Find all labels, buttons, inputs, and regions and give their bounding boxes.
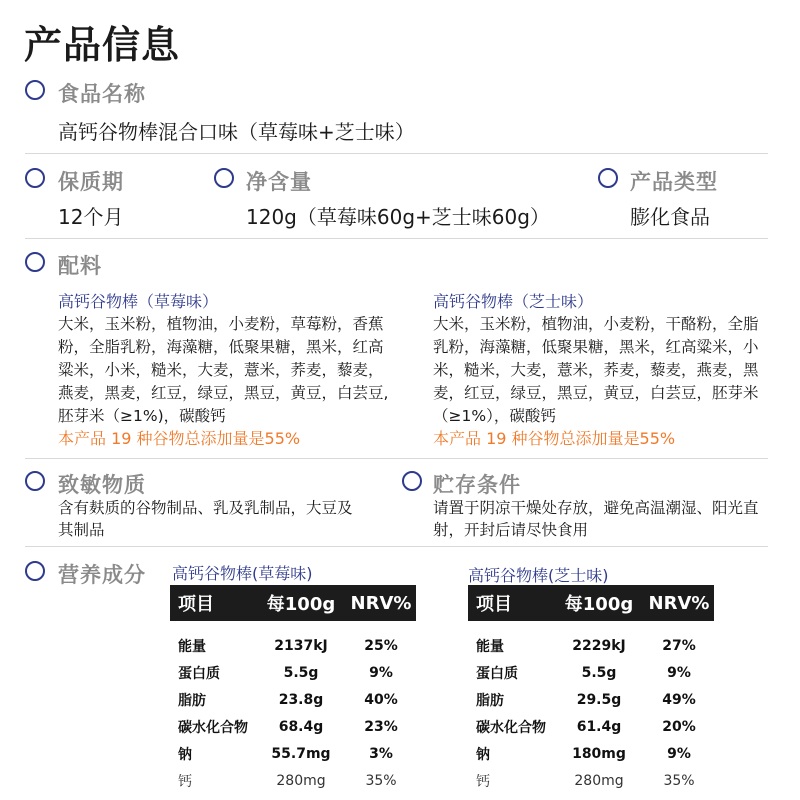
table-row [170,686,416,713]
table-cell: 35% [663,772,695,789]
allergens-label: 致敏物质 [58,473,146,497]
circle-bullet-icon [25,80,45,100]
food-name-value: 高钙谷物棒混合口味（草莓味+芝士味） [58,120,415,144]
column-header: 每100g [564,594,634,615]
circle-bullet-icon [25,168,45,188]
table-cell: 9% [667,745,691,762]
storage-label: 贮存条件 [433,473,521,497]
table-cell: 钠 [178,746,192,763]
product-type-label: 产品类型 [630,170,718,194]
table-cell: 68.4g [278,718,324,735]
table-cell: 9% [369,664,393,681]
table-cell: 钙 [476,773,490,790]
nutrition-table-title-strawberry: 高钙谷物棒(草莓味) [172,564,313,583]
cheese-ingredients-text: 大米，玉米粉，植物油，小麦粉，干酪粉，全脂乳粉，海藻糖，低聚果糖，黑米，红高粱米，小米，糙米，大麦，薏米，荞麦，藜麦，燕麦，黑麦，红豆，绿豆，黑豆，黄豆，白芸豆，胚芽米（≥1%），碳酸钙 [433,315,759,425]
table-cell: 40% [364,691,398,708]
table-cell: 碳水化合物 [178,719,248,736]
table-cell: 5.5g [283,664,319,681]
nutrition-table-title-cheese: 高钙谷物棒(芝士味) [468,566,609,585]
product-type-value: 膨化食品 [630,205,710,229]
table-row [468,713,714,740]
column-header: 每100g [266,594,336,615]
table-cell: 能量 [476,638,504,655]
table-cell: 3% [369,745,393,762]
ingredients-label: 配料 [58,254,102,278]
circle-bullet-icon [25,561,45,581]
table-cell: 35% [365,772,397,789]
table-cell: 55.7mg [271,745,331,762]
strawberry-ingredients-title: 高钙谷物棒（草莓味） [58,292,219,311]
circle-bullet-icon [598,168,618,188]
column-header: NRV% [350,592,412,614]
table-cell: 61.4g [576,718,622,735]
table-cell: 脂肪 [476,692,504,709]
table-row [468,767,714,794]
strawberry-ingredients-text: 大米，玉米粉，植物油，小麦粉，草莓粉，香蕉粉，全脂乳粉，海藻糖，低聚果糖，黑米，红高粱米，小米，糙米，大麦，薏米，荞麦，藜麦，燕麦，黑麦，红豆，绿豆，黑豆，黄豆，白芸豆,胚芽米（≥1%)，碳酸钙 [58,315,389,425]
table-cell: 2137kJ [274,637,328,654]
table-row [468,632,714,659]
table-cell: 27% [662,637,696,654]
shelf-life-value: 12个月 [58,205,124,229]
circle-bullet-icon [25,252,45,272]
column-header: 项目 [178,594,214,615]
cheese-ingredients-title: 高钙谷物棒（芝士味） [433,292,594,311]
table-cell: 碳水化合物 [476,719,546,736]
table-cell: 29.5g [576,691,622,708]
table-row [468,686,714,713]
table-header [468,585,714,621]
table-row [468,740,714,767]
food-name-label: 食品名称 [58,82,146,106]
nutrition-label: 营养成分 [58,563,146,587]
table-cell: 9% [667,664,691,681]
table-cell: 20% [662,718,696,735]
table-header [170,585,416,621]
divider [25,153,768,154]
shelf-life-label: 保质期 [58,170,124,194]
table-row [170,713,416,740]
cheese-grain-note: 本产品 19 种谷物总添加量是55% [433,429,676,448]
net-content-value: 120g（草莓味60g+芝士味60g） [246,205,550,229]
column-header: NRV% [648,592,710,614]
table-row [170,740,416,767]
divider [25,458,768,459]
table-cell: 25% [364,637,398,654]
table-cell: 钙 [178,773,192,790]
storage-value: 请置于阴凉干燥处存放，避免高温潮湿、阳光直射，开封后请尽快食用 [433,499,759,539]
allergens-value: 含有麸质的谷物制品、乳及乳制品，大豆及其制品 [58,499,353,539]
table-row [468,659,714,686]
table-row [170,659,416,686]
divider [25,546,768,547]
column-header: 项目 [476,594,512,615]
divider [25,238,768,239]
table-cell: 280mg [574,772,624,789]
table-cell: 脂肪 [178,692,206,709]
table-cell: 2229kJ [572,637,626,654]
strawberry-grain-note: 本产品 19 种谷物总添加量是55% [58,429,301,448]
table-row [170,632,416,659]
table-cell: 23.8g [278,691,324,708]
nutrition-table-strawberry [170,585,416,794]
table-cell: 蛋白质 [476,665,518,682]
table-cell: 23% [364,718,398,735]
table-cell: 蛋白质 [178,665,220,682]
circle-bullet-icon [25,471,45,491]
table-cell: 180mg [572,745,626,762]
table-row [170,767,416,794]
table-cell: 能量 [178,638,206,655]
table-cell: 280mg [276,772,326,789]
net-content-label: 净含量 [246,170,312,194]
table-cell: 5.5g [581,664,617,681]
circle-bullet-icon [402,471,422,491]
nutrition-table-cheese [468,585,714,794]
page-title: 产品信息 [24,23,181,67]
table-cell: 钠 [476,746,490,763]
table-cell: 49% [662,691,696,708]
circle-bullet-icon [214,168,234,188]
